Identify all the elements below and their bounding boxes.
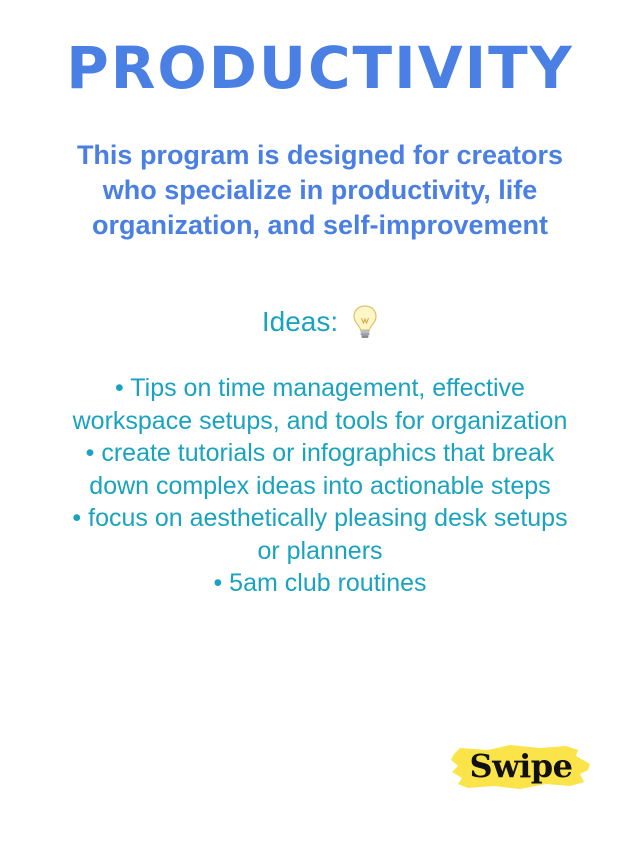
idea-item: • Tips on time management, effective workspace setups, and tools for organization — [72, 374, 568, 435]
idea-item: • create tutorials or infographics that break down complex ideas into actionable steps — [85, 439, 555, 500]
intro-text: This program is designed for creators who specialize in productivity, life organization, and self-improvement — [76, 140, 564, 240]
idea-item: • 5am club routines — [213, 569, 427, 597]
ideas-heading-label: Ideas: — [261, 306, 339, 337]
swipe-label: Swipe — [469, 747, 573, 785]
idea-item: • focus on aesthetically pleasing desk setups or planners — [72, 504, 568, 565]
ideas-heading — [0, 302, 640, 342]
swipe-button[interactable] — [448, 738, 594, 796]
page-title: PRODUCTIVITY — [66, 34, 574, 102]
ideas-list — [60, 372, 580, 600]
light-bulb-icon — [352, 304, 378, 340]
